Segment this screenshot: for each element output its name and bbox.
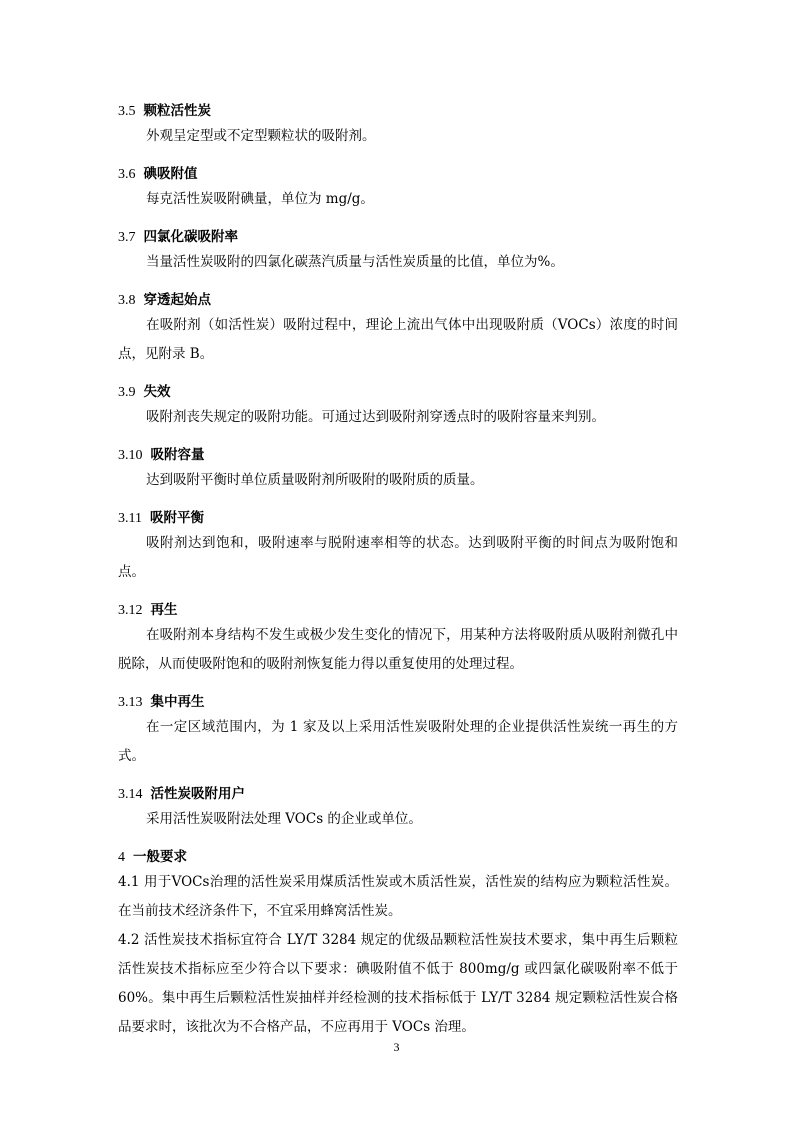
chapter-number: 4 — [118, 850, 125, 865]
definition-3-8 — [118, 289, 678, 369]
section-text: 外观呈定型或不定型颗粒状的吸附剂。 — [146, 128, 376, 144]
section-number: 3.8 — [118, 293, 136, 308]
section-text: 在吸附剂（如活性炭）吸附过程中，理论上流出气体中出现吸附质（VOCs）浓度的时间点，见附录 B。 — [118, 317, 678, 362]
section-title: 吸附平衡 — [149, 510, 204, 526]
chapter-title: 一般要求 — [133, 849, 187, 865]
section-number: 3.12 — [118, 603, 143, 618]
section-title: 碘吸附值 — [143, 166, 198, 182]
section-text: 在一定区域范围内，为 1 家及以上采用活性炭吸附处理的企业提供活性炭统一再生的方式。 — [118, 719, 678, 764]
section-number: 3.6 — [118, 167, 136, 182]
section-text: 当量活性炭吸附的四氯化碳蒸汽质量与活性炭质量的比值，单位为%。 — [146, 254, 564, 270]
section-text: 每克活性炭吸附碘量，单位为 mg/g。 — [146, 191, 374, 207]
definition-3-9 — [118, 381, 678, 432]
clause-4-1: 4.1 用于VOCs治理的活性炭采用煤质活性炭或木质活性炭，活性炭的结构应为颗粒活性炭。在当前技术经济条件下，不宜采用蜂窝活性炭。 — [118, 874, 678, 919]
section-text: 在吸附剂本身结构不发生或极少发生变化的情况下，用某种方法将吸附质从吸附剂微孔中脱除，从而使吸附饱和的吸附剂恢复能力得以重复使用的处理过程。 — [118, 627, 678, 672]
chapter-heading — [118, 846, 678, 868]
section-number: 3.13 — [118, 695, 143, 710]
clause-4-2: 4.2 活性炭技术指标宜符合 LY/T 3284 规定的优级品颗粒活性炭技术要求，集中再生后颗粒活性炭技术指标应至少符合以下要求：碘吸附值不低于 800mg/g 或四氯化碳吸附率不低于 60%。集中再生后颗粒活性炭抽样并经检测的技术指标低于 LY/T 3284 规定颗粒活性炭合格品要求时，该批次为不合格产品，不应再用于 VOCs 治理。 — [118, 932, 678, 1035]
section-heading — [118, 226, 678, 248]
section-heading — [118, 289, 678, 311]
section-text: 达到吸附平衡时单位质量吸附剂所吸附的吸附质的质量。 — [146, 472, 484, 488]
definition-3-12 — [118, 599, 678, 679]
section-title: 穿透起始点 — [143, 292, 211, 308]
section-number: 3.11 — [118, 511, 142, 526]
section-number: 3.7 — [118, 230, 136, 245]
definition-3-14 — [118, 783, 678, 834]
definition-3-5 — [118, 100, 678, 151]
section-number: 3.14 — [118, 787, 143, 802]
section-heading — [118, 691, 678, 713]
section-number: 3.10 — [118, 448, 143, 463]
section-heading — [118, 381, 678, 403]
page-number: 3 — [393, 1040, 400, 1054]
definition-3-7 — [118, 226, 678, 277]
section-text: 吸附剂达到饱和，吸附速率与脱附速率相等的状态。达到吸附平衡的时间点为吸附饱和点。 — [118, 535, 678, 580]
section-number: 3.9 — [118, 385, 136, 400]
section-title: 失效 — [143, 384, 171, 400]
definition-3-11 — [118, 507, 678, 587]
section-title: 吸附容量 — [150, 447, 205, 463]
section-heading — [118, 783, 678, 805]
section-title: 活性炭吸附用户 — [150, 786, 245, 802]
section-heading — [118, 163, 678, 185]
section-number: 3.5 — [118, 104, 136, 119]
page-content — [118, 100, 678, 1054]
section-heading — [118, 507, 678, 529]
section-text: 采用活性炭吸附法处理 VOCs 的企业或单位。 — [146, 811, 422, 827]
definition-3-10 — [118, 444, 678, 495]
definition-3-13 — [118, 691, 678, 771]
section-heading — [118, 599, 678, 621]
definition-3-6 — [118, 163, 678, 214]
section-title: 再生 — [150, 602, 178, 618]
section-heading — [118, 444, 678, 466]
section-title: 集中再生 — [150, 694, 205, 710]
section-text: 吸附剂丧失规定的吸附功能。可通过达到吸附剂穿透点时的吸附容量来判别。 — [146, 409, 605, 425]
chapter-4 — [118, 846, 678, 1042]
section-heading — [118, 100, 678, 122]
section-title: 颗粒活性炭 — [143, 103, 211, 119]
section-title: 四氯化碳吸附率 — [143, 229, 238, 245]
